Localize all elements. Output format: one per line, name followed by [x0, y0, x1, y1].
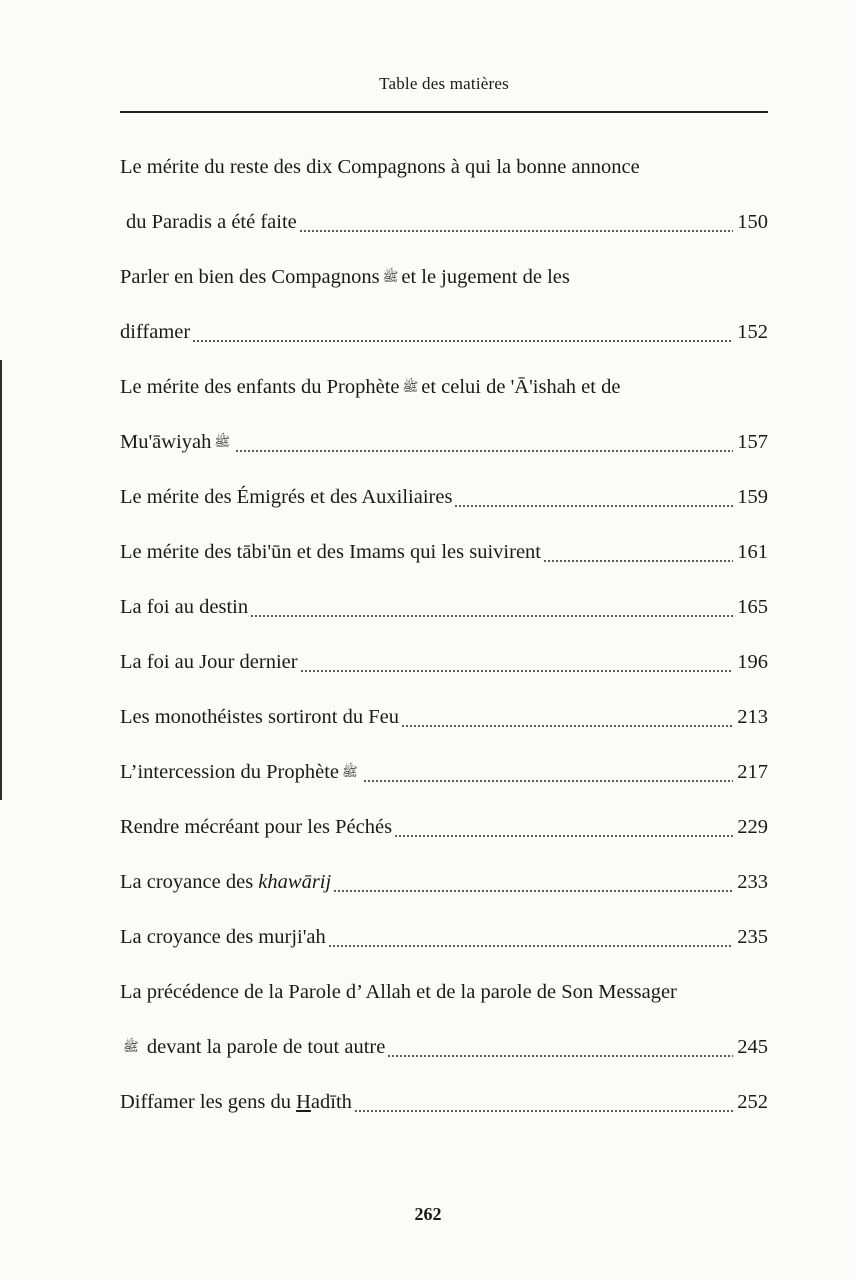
- toc-page-number: 157: [737, 431, 768, 453]
- dot-leader: [250, 615, 733, 617]
- toc-entry-line[interactable]: [120, 415, 768, 470]
- toc-entry-text: Diffamer les gens du: [120, 1091, 291, 1113]
- toc-entry-title: du Paradis a été faite: [126, 211, 297, 233]
- toc-entry-line[interactable]: [120, 525, 768, 580]
- toc-entry-title: [120, 431, 233, 454]
- dot-leader: [235, 450, 733, 452]
- toc-entry-line[interactable]: [120, 1020, 768, 1075]
- toc-entry-title: [120, 761, 361, 784]
- toc-entry-line: [120, 965, 768, 1020]
- toc-page-number: 196: [737, 651, 768, 673]
- toc-page-number: 252: [737, 1091, 768, 1113]
- table-of-contents: [120, 140, 768, 1130]
- toc-entry-text: Le mérite des enfants du Prophète: [120, 376, 400, 398]
- toc-page-number: 150: [737, 211, 768, 233]
- toc-entry-italic-term: khawārij: [258, 871, 332, 893]
- toc-entry-text: et celui de 'Ā'ishah et de: [421, 376, 621, 398]
- toc-entry-title: Le mérite des Émigrés et des Auxiliaires: [120, 486, 453, 508]
- page-number: 262: [414, 1204, 442, 1224]
- dot-leader: [454, 505, 733, 507]
- dot-leader: [299, 230, 733, 232]
- toc-entry-line: [120, 140, 768, 195]
- toc-page-number: 229: [737, 816, 768, 838]
- dot-leader: [300, 670, 734, 672]
- toc-entry-title: La croyance des murji'ah: [120, 926, 326, 948]
- toc-entry-text: Mu'āwiyah: [120, 431, 212, 453]
- dot-leader: [192, 340, 733, 342]
- toc-entry-text: devant la parole de tout autre: [146, 1036, 386, 1058]
- page-edge-shadow: [0, 360, 2, 800]
- dot-leader: [401, 725, 733, 727]
- toc-page-number: 217: [737, 761, 768, 783]
- toc-entry-line[interactable]: [120, 195, 768, 250]
- dot-leader: [328, 945, 733, 947]
- toc-entry-title: Rendre mécréant pour les Péchés: [120, 816, 393, 838]
- toc-entry-line[interactable]: [120, 690, 768, 745]
- honorific-glyph-icon: ﷺ: [342, 765, 358, 780]
- toc-entry-title: [120, 266, 570, 289]
- dot-leader: [394, 835, 733, 837]
- toc-entry-title: La foi au Jour dernier: [120, 651, 298, 673]
- toc-entry-title: Les monothéistes sortiront du Feu: [120, 706, 400, 728]
- honorific-glyph-icon: ﷺ: [214, 435, 231, 450]
- dot-leader: [387, 1055, 733, 1057]
- dot-leader: [363, 780, 734, 782]
- honorific-glyph-icon: ﷺ: [123, 1040, 139, 1055]
- toc-entry-title: Le mérite du reste des dix Compagnons à qui la bonne annonce: [120, 156, 640, 178]
- toc-entry-line[interactable]: [120, 635, 768, 690]
- toc-entry-title: [120, 1036, 385, 1059]
- toc-entry-line[interactable]: [120, 910, 768, 965]
- toc-entry-line: [120, 250, 768, 305]
- toc-entry-title: [120, 871, 331, 894]
- toc-page-number: 161: [737, 541, 768, 563]
- toc-page-number: 213: [737, 706, 768, 728]
- toc-page-number: 235: [737, 926, 768, 948]
- toc-entry-title: [120, 376, 620, 399]
- running-header: [120, 0, 768, 116]
- header-rule: [120, 111, 768, 113]
- toc-entry-line[interactable]: [120, 745, 768, 800]
- toc-entry-text: et le jugement de les: [401, 266, 570, 288]
- toc-entry-title: [120, 1091, 352, 1114]
- dot-leader: [543, 560, 733, 562]
- toc-entry-title: La foi au destin: [120, 596, 249, 618]
- toc-page-number: 152: [737, 321, 768, 343]
- toc-entry-line[interactable]: [120, 855, 768, 910]
- toc-entry-line: [120, 360, 768, 415]
- toc-entry-text: Parler en bien des Compagnons: [120, 266, 380, 288]
- toc-entry-line[interactable]: [120, 580, 768, 635]
- header-title: Table des matières: [379, 74, 509, 93]
- toc-entry-text: adīth: [310, 1091, 352, 1113]
- dot-leader: [354, 1110, 733, 1112]
- toc-entry-line[interactable]: [120, 305, 768, 360]
- toc-entry-text: L’intercession du Prophète: [120, 761, 340, 783]
- toc-page-number: 233: [737, 871, 768, 893]
- toc-entry-line[interactable]: [120, 1075, 768, 1130]
- toc-page-number: 159: [737, 486, 768, 508]
- toc-entry-underlined-letter: H: [296, 1091, 311, 1113]
- toc-page-number: 245: [737, 1036, 768, 1058]
- toc-entry-title: Le mérite des tābi'ūn et des Imams qui les suivirent: [120, 541, 541, 563]
- toc-entry-line[interactable]: [120, 470, 768, 525]
- dot-leader: [333, 890, 733, 892]
- honorific-glyph-icon: ﷺ: [402, 380, 419, 395]
- honorific-glyph-icon: ﷺ: [382, 270, 399, 285]
- toc-entry-title: diffamer: [120, 321, 191, 343]
- toc-entry-line[interactable]: [120, 800, 768, 855]
- toc-entry-title: La précédence de la Parole d’ Allah et de la parole de Son Messager: [120, 981, 677, 1003]
- toc-entry-text: La croyance des: [120, 871, 254, 893]
- toc-page-number: 165: [737, 596, 768, 618]
